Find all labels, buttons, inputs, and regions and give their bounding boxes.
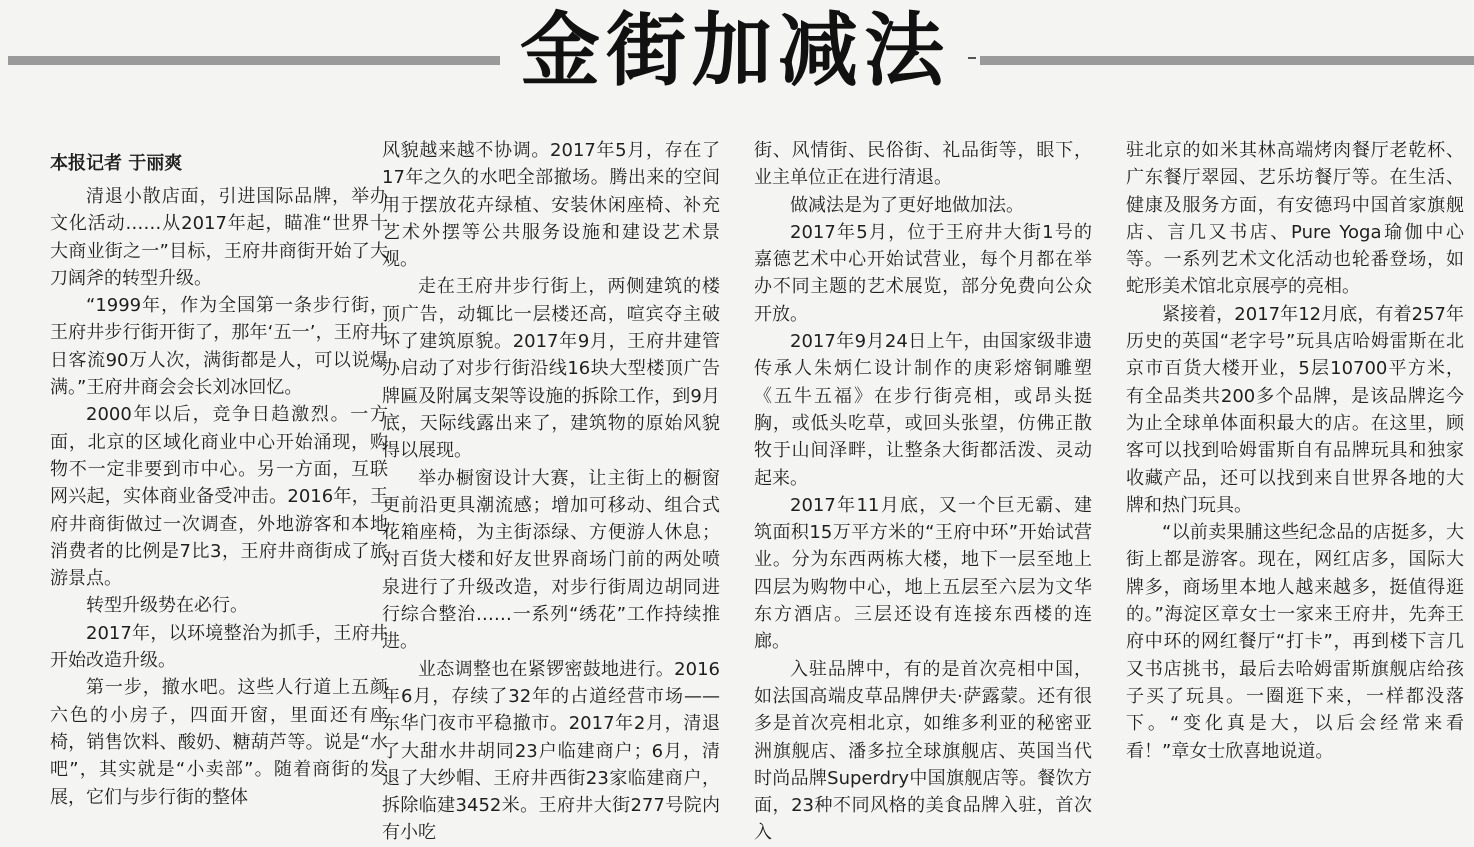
article-column-4 [1126,137,1464,812]
paragraph: 第一步，撤水吧。这些人行道上五颜六色的小房子，四面开窗，里面还有座椅，销售饮料、酸奶、糖葫芦等。说是“水吧”，其实就是“小卖部”。随着商街的发展，它们与步行街的整体 [50,677,388,808]
paragraph: 2000年以后，竞争日趋激烈。一方面，北京的区域化商业中心开始涌现，购物不一定非要到市中心。另一方面，互联网兴起，实体商业备受冲击。2016年，王府井商街做过一次调查，外地游客和本地消费者的比例是7比3，王府井商街成了旅游景点。 [50,404,388,590]
byline: 本报记者 于丽爽 [50,153,183,174]
paragraph: 2017年，以环境整治为抓手，王府井开始改造升级。 [50,622,388,672]
paragraph: 紧接着，2017年12月底，有着257年历史的英国“老字号”玩具店哈姆雷斯在北京市百货大楼开业，5层10700平方米，有全品类共200多个品牌，是该品牌迄今为止全球单体面积最大的店。在这里，顾客可以找到哈姆雷斯自有品牌玩具和独家收藏产品，还可以找到来自世界各地的大牌和热门玩具。 [1126,303,1464,516]
paragraph: 2017年5月，位于王府井大街1号的嘉德艺术中心开始试营业，每个月都在举办不同主题的艺术展览，部分免费向公众开放。 [754,221,1092,325]
paragraph: 走在王府井步行街上，两侧建筑的楼顶广告，动辄比一层楼还高，喧宾夺主破坏了建筑原貌。2017年9月，王府井建管办启动了对步行街沿线16块大型楼顶广告牌匾及附属支架等设施的拆除工作，到9月底，天际线露出来了，建筑物的原始风貌得以展现。 [382,276,720,462]
paragraph-continued: 风貌越来越不协调。2017年5月，存在了17年之久的水吧全部撤场。腾出来的空间用于摆放花卉绿植、安装休闲座椅、补充艺术外摆等公共服务设施和建设艺术景观。 [382,140,720,271]
paragraph: 举办橱窗设计大赛，让主街上的橱窗更前沿更具潮流感；增加可移动、组合式花箱座椅，为主街添绿、方便游人休息；对百货大楼和好友世界商场门前的两处喷泉进行了升级改造，对步行街周边胡同进行综合整治……一系列“绣花”工作持续推进。 [382,467,720,653]
paragraph-continued: 驻北京的如米其林高端烤肉餐厅老乾杯、广东餐厅翠园、艺乐坊餐厅等。在生活、健康及服务方面，有安德玛中国首家旗舰店、言几又书店、Pure Yoga瑜伽中心等。一系列艺术文化活动也轮番登场，如蛇形美术馆北京展亭的亮相。 [1126,140,1464,298]
headline: 金街加减法 [520,3,950,97]
paragraph: “以前卖果脯这些纪念品的店挺多，大街上都是游客。现在，网红店多，国际大牌多，商场里本地人越来越多，挺值得逛的。”海淀区章女士一家来王府井，先奔王府中环的网红餐厅“打卡”，再到楼下言几又书店挑书，最后去哈姆雷斯旗舰店给孩子买了玩具。一圈逛下来，一样都没落下。“变化真是大，以后会经常来看看！”章女士欣喜地说道。 [1126,522,1464,762]
paragraph: “1999年，作为全国第一条步行街，王府井步行街开街了，那年‘五一’，王府井日客流90万人次，满街都是人，可以说爆满。”王府井商会会长刘冰回忆。 [50,295,388,399]
article-column-3 [754,137,1092,844]
paragraph: 2017年11月底，又一个巨无霸、建筑面积15万平方米的“王府中环”开始试营业。分为东西两栋大楼，地下一层至地上四层为购物中心，地上五层至六层为文华东方酒店。三层还设有连接东西楼的连廊。 [754,494,1092,653]
headline-rule-left [8,56,500,65]
article-column-2 [382,137,720,844]
paragraph: 清退小散店面，引进国际品牌，举办文化活动……从2017年起，瞄准“世界十大商业街之一”目标，王府井商街开始了大刀阔斧的转型升级。 [50,186,388,289]
paragraph: 转型升级势在必行。 [86,595,248,617]
article-column-1 [50,150,388,825]
paragraph: 2017年9月24日上午，由国家级非遗传承人朱炳仁设计制作的庚彩熔铜雕塑《五牛五福》在步行街亮相，或昂头挺胸，或低头吃草，或回头张望，仿佛正散牧于山间泽畔，让整条大街都活泼、灵动起来。 [754,331,1092,489]
paragraph-continued: 街、风情街、民俗街、礼品街等，眼下，业主单位正在进行清退。 [754,140,1092,189]
headline-rule-right [980,56,1474,65]
headline-rule-mark [968,57,976,59]
paragraph: 做减法是为了更好地做加法。 [790,194,1024,216]
paragraph: 入驻品牌中，有的是首次亮相中国，如法国高端皮草品牌伊夫·萨露蒙。还有很多是首次亮相北京，如维多利亚的秘密亚洲旗舰店、潘多拉全球旗舰店、英国当代时尚品牌Superdry中国旗舰店等。餐饮方面，23种不同风格的美食品牌入驻，首次入 [754,658,1092,844]
paragraph: 业态调整也在紧锣密鼓地进行。2016年6月，存续了32年的占道经营市场——东华门夜市平稳撤市。2017年2月，清退了大甜水井胡同23户临建商户；6月，清退了大纱帽、王府井西街23家临建商户，拆除临建3452米。王府井大街277号院内有小吃 [382,658,720,844]
